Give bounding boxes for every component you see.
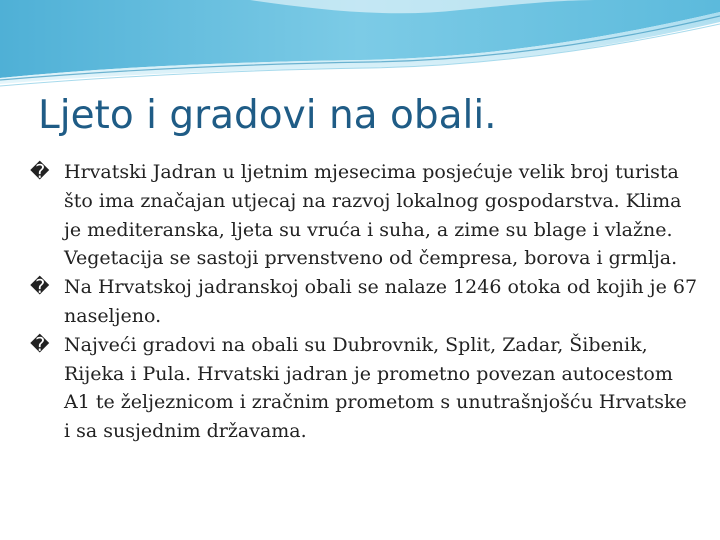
bullet-marker-icon: � xyxy=(30,333,50,356)
bullet-text: Hrvatski Jadran u ljetnim mjesecima posjećuje velik broj turista što ima značajan utjecaj na razvoj lokalnog gospodarstva. Klima je mediteranska, ljeta su vruća i suha, a zime su blage i vlažne. Vegetacija se sastoji prvenstveno od čempresa, borova i grmlja. xyxy=(64,161,682,270)
slide-title: Ljeto i gradovi na obali. xyxy=(38,93,497,138)
bullet-marker-icon: � xyxy=(30,276,50,299)
bullet-text: Na Hrvatskoj jadranskoj obali se nalaze 1246 otoka od kojih je 67 naseljeno. xyxy=(64,276,698,327)
bullet-text: Najveći gradovi na obali su Dubrovnik, Split, Zadar, Šibenik, Rijeka i Pula. Hrvatski jadran je prometno povezan autocestom A1 te željeznicom i zračnim prometom s unutrašnjošću Hrvatske i sa susjednim državama. xyxy=(64,333,687,443)
bullet-item xyxy=(30,273,698,331)
bullet-list xyxy=(30,158,698,446)
bullet-marker-icon: � xyxy=(30,161,50,183)
bullet-item xyxy=(30,158,698,273)
header-wave-decoration xyxy=(0,0,720,90)
bullet-item xyxy=(30,331,698,446)
